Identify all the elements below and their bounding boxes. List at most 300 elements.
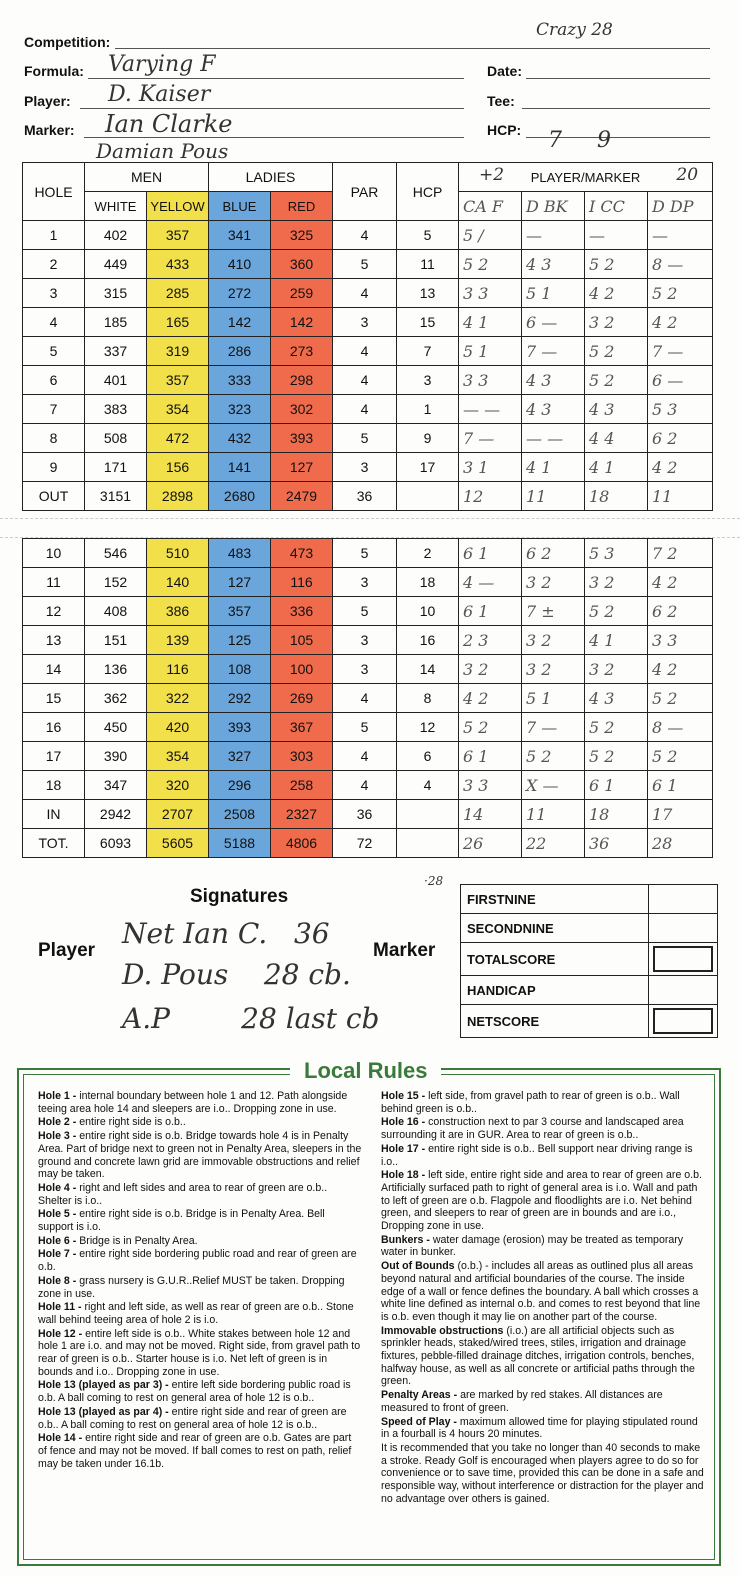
cell-white: 408 — [85, 597, 147, 626]
score-cell[interactable]: 5 / — [459, 221, 522, 250]
rule-heading: Hole 11 - — [38, 1301, 82, 1314]
hw-player: D. Kaiser — [108, 82, 211, 107]
total-score-value — [649, 943, 718, 976]
local-rules-title: Local Rules — [290, 1058, 441, 1084]
score-cell[interactable]: 7 — — [522, 337, 585, 366]
score-cell[interactable]: 3 3 — [459, 366, 522, 395]
score-cell[interactable]: 3 1 — [459, 453, 522, 482]
score-cell[interactable]: 5 3 — [585, 539, 648, 568]
cell-red: 2327 — [271, 800, 333, 829]
score-cell[interactable]: 18 — [585, 800, 648, 829]
score-cell[interactable]: 5 2 — [585, 366, 648, 395]
table-row — [23, 684, 713, 713]
player-label: Player: — [24, 93, 71, 109]
rule-paragraph — [38, 1130, 362, 1181]
formula-line — [88, 78, 464, 79]
rule-paragraph — [381, 1090, 705, 1115]
formula-label: Formula: — [24, 63, 84, 79]
cell-hole: 17 — [23, 742, 85, 771]
cell-blue: 432 — [209, 424, 271, 453]
score-cell[interactable]: 36 — [585, 829, 648, 858]
rule-heading: Hole 16 - — [381, 1116, 426, 1129]
rule-heading: Hole 7 - — [38, 1248, 77, 1261]
cell-hole: OUT — [23, 482, 85, 511]
rule-heading: Hole 17 - — [381, 1142, 426, 1155]
table-row — [23, 395, 713, 424]
cell-blue: 127 — [209, 568, 271, 597]
cell-red: 325 — [271, 221, 333, 250]
table-row — [23, 597, 713, 626]
score-cell[interactable]: 4 1 — [585, 626, 648, 655]
rule-text: are marked by red stakes. All distances are measured to front of green. — [381, 1389, 663, 1414]
cell-hcp: 1 — [397, 395, 459, 424]
score-cell[interactable]: — — [648, 221, 713, 250]
cell-par: 5 — [333, 539, 397, 568]
player-head-1: CA F — [459, 192, 522, 221]
cell-hcp: 8 — [397, 684, 459, 713]
score-cell[interactable]: 8 — — [648, 250, 713, 279]
rule-paragraph — [38, 1116, 362, 1129]
rule-text: (i.o.) are all artificial objects such as sprinkler heads, staked/wired trees, stiles, irrigation and drainage fixtures, pebble-filled drainage ditches, irrigation controls, benches, halfway house, as well as all concrete or artificial paths through the green. — [381, 1324, 695, 1388]
score-cell[interactable]: 3 2 — [585, 568, 648, 597]
cell-blue: 323 — [209, 395, 271, 424]
rule-paragraph — [381, 1143, 705, 1168]
player-head-3: I CC — [585, 192, 648, 221]
totals-box — [460, 884, 718, 1038]
score-cell[interactable]: 22 — [522, 829, 585, 858]
player-head-2: D BK — [522, 192, 585, 221]
cell-hcp: 11 — [397, 250, 459, 279]
cell-yellow: 319 — [147, 337, 209, 366]
score-cell[interactable]: 5 1 — [522, 684, 585, 713]
cell-yellow: 322 — [147, 684, 209, 713]
rule-paragraph — [38, 1235, 362, 1248]
score-cell[interactable]: 4 2 — [648, 453, 713, 482]
col-men-header: MEN — [85, 163, 209, 192]
cell-par: 5 — [333, 250, 397, 279]
cell-red: 303 — [271, 742, 333, 771]
rule-heading: Hole 6 - — [38, 1234, 77, 1247]
score-cell[interactable]: 11 — [522, 482, 585, 511]
player-head-4: D DP — [648, 192, 713, 221]
in-row — [23, 800, 713, 829]
score-cell[interactable]: 6 1 — [459, 539, 522, 568]
hw-small: ·28 — [424, 874, 444, 888]
score-cell[interactable]: 6 1 — [459, 742, 522, 771]
cell-yellow: 2898 — [147, 482, 209, 511]
cell-yellow: 140 — [147, 568, 209, 597]
rule-heading: Hole 5 - — [38, 1208, 77, 1221]
cell-yellow: 5605 — [147, 829, 209, 858]
score-cell[interactable]: 4 3 — [585, 684, 648, 713]
cell-hole: 1 — [23, 221, 85, 250]
score-cell[interactable]: 5 1 — [522, 279, 585, 308]
cell-par: 36 — [333, 482, 397, 511]
first-nine-label: FIRSTNINE — [461, 885, 649, 914]
cell-red: 127 — [271, 453, 333, 482]
cell-white: 152 — [85, 568, 147, 597]
score-cell[interactable]: 7 — — [459, 424, 522, 453]
cell-hole: 11 — [23, 568, 85, 597]
score-cell[interactable]: 6 — — [648, 366, 713, 395]
score-cell[interactable]: 2 3 — [459, 626, 522, 655]
score-cell[interactable]: 5 2 — [648, 279, 713, 308]
score-cell[interactable]: — — — [459, 395, 522, 424]
cell-par: 4 — [333, 221, 397, 250]
score-cell[interactable]: 5 3 — [648, 395, 713, 424]
table-row — [23, 713, 713, 742]
score-cell[interactable]: 4 2 — [648, 655, 713, 684]
rule-paragraph — [381, 1169, 705, 1233]
cell-par: 5 — [333, 424, 397, 453]
table-row — [23, 337, 713, 366]
score-cell[interactable]: 3 2 — [522, 626, 585, 655]
score-cell[interactable]: 8 — — [648, 713, 713, 742]
cell-white: 185 — [85, 308, 147, 337]
cell-hole: 8 — [23, 424, 85, 453]
cell-yellow: 354 — [147, 395, 209, 424]
score-cell[interactable]: 14 — [459, 800, 522, 829]
table-row — [23, 742, 713, 771]
cell-white: 347 — [85, 771, 147, 800]
col-ladies-header: LADIES — [209, 163, 333, 192]
rule-paragraph — [38, 1208, 362, 1233]
rule-paragraph — [38, 1248, 362, 1273]
rule-paragraph — [381, 1260, 705, 1324]
cell-hcp: 7 — [397, 337, 459, 366]
handicap-value — [649, 976, 718, 1005]
rule-text: entire right side and rear of green are o.b. Gates are part of fence and may not be moved. If ball comes to rest on path, relief may be taken under 16.1b. — [38, 1432, 352, 1470]
table-row — [23, 250, 713, 279]
score-cell[interactable]: 5 1 — [459, 337, 522, 366]
cell-blue: 410 — [209, 250, 271, 279]
cell-blue: 2508 — [209, 800, 271, 829]
rule-heading: Out of Bounds — [381, 1260, 455, 1273]
rule-text: right and left side, as well as rear of green are o.b.. Stone wall behind teeing area of hole 2 is i.o. — [38, 1301, 354, 1326]
tee-label: Tee: — [487, 93, 515, 109]
score-cell[interactable]: 6 1 — [648, 771, 713, 800]
score-cell[interactable]: 18 — [585, 482, 648, 511]
score-cell[interactable]: 7 — — [648, 337, 713, 366]
score-cell[interactable]: 6 — — [522, 308, 585, 337]
cell-par: 3 — [333, 655, 397, 684]
table-row — [23, 308, 713, 337]
score-cell[interactable]: 5 2 — [585, 597, 648, 626]
cell-par: 4 — [333, 337, 397, 366]
cell-yellow: 139 — [147, 626, 209, 655]
rule-text: (o.b.) - includes all areas as outlined plus all areas beyond natural and artificial boundaries of the course. The inside edge of a wall or fence defines the boundary. A ball which crosses a white line defined as internal o.b. and comes to rest beyond that line is o.b. even though it may lie on another part of the course. — [381, 1260, 701, 1323]
cell-par: 3 — [333, 626, 397, 655]
cell-white: 2942 — [85, 800, 147, 829]
table-row — [23, 453, 713, 482]
rule-heading: Hole 13 (played as par 4) - — [38, 1405, 169, 1418]
cell-white: 136 — [85, 655, 147, 684]
cell-red: 336 — [271, 597, 333, 626]
score-cell[interactable]: 26 — [459, 829, 522, 858]
score-cell[interactable]: 6 2 — [522, 539, 585, 568]
score-cell[interactable]: 12 — [459, 482, 522, 511]
cell-white: 508 — [85, 424, 147, 453]
card-fold — [0, 518, 740, 538]
rule-paragraph — [38, 1379, 362, 1404]
col-blue-header: BLUE — [209, 192, 271, 221]
score-cell[interactable]: 6 2 — [648, 424, 713, 453]
cell-blue: 5188 — [209, 829, 271, 858]
rule-paragraph — [381, 1389, 705, 1414]
score-cell[interactable]: 6 1 — [585, 771, 648, 800]
score-cell[interactable]: 5 2 — [585, 337, 648, 366]
rule-text: Bridge is in Penalty Area. — [79, 1234, 198, 1247]
cell-red: 259 — [271, 279, 333, 308]
cell-blue: 357 — [209, 597, 271, 626]
hw-marker: Ian Clarke — [105, 110, 233, 138]
cell-par: 4 — [333, 395, 397, 424]
front-rows — [23, 221, 713, 482]
cell-yellow: 285 — [147, 279, 209, 308]
cell-red: 273 — [271, 337, 333, 366]
rule-paragraph — [38, 1432, 362, 1470]
score-cell[interactable]: 3 2 — [522, 568, 585, 597]
marker-label: Marker: — [24, 122, 75, 138]
cell-white: 383 — [85, 395, 147, 424]
cell-hcp: 4 — [397, 771, 459, 800]
col-hcp-header: HCP — [397, 163, 459, 221]
score-cell[interactable]: 4 — — [459, 568, 522, 597]
cell-hole: 2 — [23, 250, 85, 279]
marker-signature-label: Marker — [373, 940, 436, 961]
cell-red: 105 — [271, 626, 333, 655]
score-cell[interactable]: 5 2 — [459, 713, 522, 742]
score-cell[interactable]: 3 2 — [585, 308, 648, 337]
score-cell[interactable]: 5 2 — [522, 742, 585, 771]
score-cell[interactable]: 4 1 — [585, 453, 648, 482]
cell-blue: 333 — [209, 366, 271, 395]
cell-yellow: 472 — [147, 424, 209, 453]
rules-left-column — [38, 1090, 362, 1471]
back-rows — [23, 539, 713, 800]
cell-yellow: 433 — [147, 250, 209, 279]
rule-heading: Hole 14 - — [38, 1432, 83, 1445]
score-cell[interactable]: 17 — [648, 800, 713, 829]
score-cell[interactable]: — — [585, 221, 648, 250]
hw-marker2: Damian Pous — [96, 139, 229, 163]
cell-blue: 483 — [209, 539, 271, 568]
rule-heading: Bunkers - — [381, 1233, 430, 1246]
cell-hole: 13 — [23, 626, 85, 655]
score-cell[interactable]: 3 3 — [459, 771, 522, 800]
player-signature-label: Player — [38, 940, 96, 961]
col-yellow-header: YELLOW — [147, 192, 209, 221]
cell-hcp: 6 — [397, 742, 459, 771]
cell-par: 5 — [333, 597, 397, 626]
score-cell[interactable]: 4 3 — [522, 395, 585, 424]
score-cell[interactable]: 5 2 — [585, 742, 648, 771]
score-cell[interactable]: 5 2 — [648, 742, 713, 771]
table-row — [23, 279, 713, 308]
rule-heading: Hole 13 (played as par 3) - — [38, 1379, 169, 1392]
cell-yellow: 357 — [147, 366, 209, 395]
cell-hole: 3 — [23, 279, 85, 308]
scorecard-front — [22, 162, 713, 511]
rule-paragraph — [381, 1442, 705, 1506]
score-cell[interactable]: 3 3 — [648, 626, 713, 655]
rule-paragraph — [38, 1275, 362, 1300]
cell-par: 3 — [333, 453, 397, 482]
rule-paragraph — [381, 1234, 705, 1259]
score-cell[interactable]: 28 — [648, 829, 713, 858]
cell-red: 367 — [271, 713, 333, 742]
rule-text: internal boundary between hole 1 and 12. Path alongside teeing area hole 14 and sleepers are i.o.. Dropping zone in use. — [38, 1090, 348, 1115]
cell-white: 6093 — [85, 829, 147, 858]
rule-text: entire right side is o.b. Bridge is in Penalty Area. Bell support is i.o. — [38, 1208, 325, 1234]
table-row — [23, 482, 713, 511]
cell-hcp: 18 — [397, 568, 459, 597]
cell-yellow: 357 — [147, 221, 209, 250]
score-cell[interactable]: 4 3 — [522, 250, 585, 279]
cell-white: 3151 — [85, 482, 147, 511]
cell-blue: 341 — [209, 221, 271, 250]
rule-paragraph — [381, 1325, 705, 1389]
rule-text: entire right side bordering public road and rear of green are o.b. — [38, 1248, 357, 1274]
handicap-label: HANDICAP — [461, 976, 649, 1005]
score-cell[interactable]: 4 3 — [585, 395, 648, 424]
cell-par: 3 — [333, 308, 397, 337]
cell-red: 302 — [271, 395, 333, 424]
player-marker-label: PLAYER/MARKER — [530, 170, 641, 185]
date-label: Date: — [487, 63, 523, 79]
net-score-value — [649, 1005, 718, 1038]
col-red-header: RED — [271, 192, 333, 221]
cell-hole: 14 — [23, 655, 85, 684]
score-cell[interactable]: 6 2 — [648, 597, 713, 626]
competition-line — [115, 48, 710, 49]
cell-hole: 9 — [23, 453, 85, 482]
table-row — [23, 424, 713, 453]
cell-par: 4 — [333, 279, 397, 308]
cell-hole: 4 — [23, 308, 85, 337]
cell-hcp: 13 — [397, 279, 459, 308]
score-cell[interactable]: — — [522, 221, 585, 250]
col-white-header: WHITE — [85, 192, 147, 221]
rule-heading: Hole 15 - — [381, 1090, 426, 1102]
cell-blue: 393 — [209, 713, 271, 742]
rule-text: entire right side is o.b.. Bell support near driving range is i.o.. — [381, 1142, 693, 1168]
cell-hole: 10 — [23, 539, 85, 568]
cell-par: 5 — [333, 713, 397, 742]
hw-plus2: +2 — [479, 165, 505, 185]
rule-text: maximum allowed time for playing stipulated round in a fourball is 4 hours 20 minutes. — [381, 1415, 698, 1441]
score-cell[interactable]: 7 2 — [648, 539, 713, 568]
rule-heading: Immovable obstructions — [381, 1324, 504, 1337]
score-cell[interactable]: 11 — [648, 482, 713, 511]
cell-yellow: 165 — [147, 308, 209, 337]
rule-text: grass nursery is G.U.R..Relief MUST be taken. Dropping zone in use. — [38, 1274, 345, 1300]
score-cell[interactable]: 3 3 — [459, 279, 522, 308]
rule-heading: Hole 12 - — [38, 1327, 83, 1340]
rule-text: It is recommended that you take no longer than 40 seconds to make a stroke. Ready Golf is encouraged when players agree to do so for convenience or to save time, provided this can be done in a safe and responsible way, without interference or distraction for the player and no advantage over others is gained. — [381, 1441, 704, 1505]
rule-text: water damage (erosion) may be treated as temporary water in bunker. — [381, 1233, 684, 1259]
cell-hole: 5 — [23, 337, 85, 366]
cell-par: 4 — [333, 771, 397, 800]
cell-yellow: 510 — [147, 539, 209, 568]
score-cell[interactable]: 3 2 — [522, 655, 585, 684]
score-cell[interactable]: 6 1 — [459, 597, 522, 626]
score-cell[interactable]: 3 2 — [459, 655, 522, 684]
table-row — [23, 568, 713, 597]
cell-yellow: 2707 — [147, 800, 209, 829]
cell-blue: 292 — [209, 684, 271, 713]
score-cell[interactable]: 4 1 — [459, 308, 522, 337]
cell-blue: 141 — [209, 453, 271, 482]
rule-heading: Penalty Areas - — [381, 1389, 458, 1402]
rule-text: right and left sides and area to rear of green are o.b.. Shelter is i.o.. — [38, 1181, 328, 1207]
cell-blue: 125 — [209, 626, 271, 655]
cell-par: 4 — [333, 742, 397, 771]
score-cell[interactable]: 4 2 — [648, 568, 713, 597]
cell-par: 36 — [333, 800, 397, 829]
out-row — [23, 482, 713, 511]
hw-sig-line2: D. Pous 28 cb. — [122, 958, 351, 991]
cell-white: 315 — [85, 279, 147, 308]
table-row — [23, 655, 713, 684]
cell-hcp: 5 — [397, 221, 459, 250]
col-player-header — [459, 163, 713, 192]
hw-sig-line1: Net Ian C. 36 — [122, 917, 330, 950]
score-cell[interactable]: 7 ± — [522, 597, 585, 626]
competition-label: Competition: — [24, 34, 111, 50]
score-cell[interactable]: 4 2 — [648, 308, 713, 337]
cell-hole: 18 — [23, 771, 85, 800]
score-cell[interactable]: 5 2 — [585, 250, 648, 279]
score-cell[interactable]: 4 1 — [522, 453, 585, 482]
score-cell[interactable]: 4 4 — [585, 424, 648, 453]
cell-yellow: 386 — [147, 597, 209, 626]
cell-hcp: 9 — [397, 424, 459, 453]
score-cell[interactable]: 11 — [522, 800, 585, 829]
cell-white: 362 — [85, 684, 147, 713]
rule-text: entire left side is o.b.. White stakes between hole 12 and hole 1 are i.o. and may not be moved. Right side, from gravel path to rear of green is o.b.. Starter house is i.o. Net left of green is in bounds and i.o.. Dropping zone in use. — [38, 1327, 361, 1378]
player-line — [80, 108, 464, 109]
score-cell[interactable]: 5 2 — [648, 684, 713, 713]
total-score-box — [653, 946, 713, 972]
cell-yellow: 420 — [147, 713, 209, 742]
cell-hole: 15 — [23, 684, 85, 713]
net-score-label: NETSCORE — [461, 1005, 649, 1038]
cell-white: 171 — [85, 453, 147, 482]
cell-hole: 7 — [23, 395, 85, 424]
score-cell[interactable]: 3 2 — [585, 655, 648, 684]
rule-text: entire right side and rear of green are o.b.. A ball coming to rest on general area of hole 12 is o.b.. — [38, 1405, 347, 1431]
score-cell[interactable]: 4 2 — [585, 279, 648, 308]
rule-paragraph — [381, 1416, 705, 1441]
cell-red: 360 — [271, 250, 333, 279]
cell-white: 546 — [85, 539, 147, 568]
rule-heading: Speed of Play - — [381, 1415, 457, 1428]
cell-par: 3 — [333, 568, 397, 597]
cell-blue: 2680 — [209, 482, 271, 511]
score-cell[interactable]: — — — [522, 424, 585, 453]
rule-heading: Hole 8 - — [38, 1274, 77, 1287]
score-cell[interactable]: 4 2 — [459, 684, 522, 713]
score-cell[interactable]: X — — [522, 771, 585, 800]
rule-text: entire left side bordering public road is o.b. A ball coming to rest on general area of hole 12 is o.b.. — [38, 1379, 351, 1405]
score-cell[interactable]: 7 — — [522, 713, 585, 742]
cell-blue: 108 — [209, 655, 271, 684]
cell-red: 116 — [271, 568, 333, 597]
score-cell[interactable]: 5 2 — [459, 250, 522, 279]
score-cell[interactable]: 5 2 — [585, 713, 648, 742]
score-cell[interactable]: 4 3 — [522, 366, 585, 395]
